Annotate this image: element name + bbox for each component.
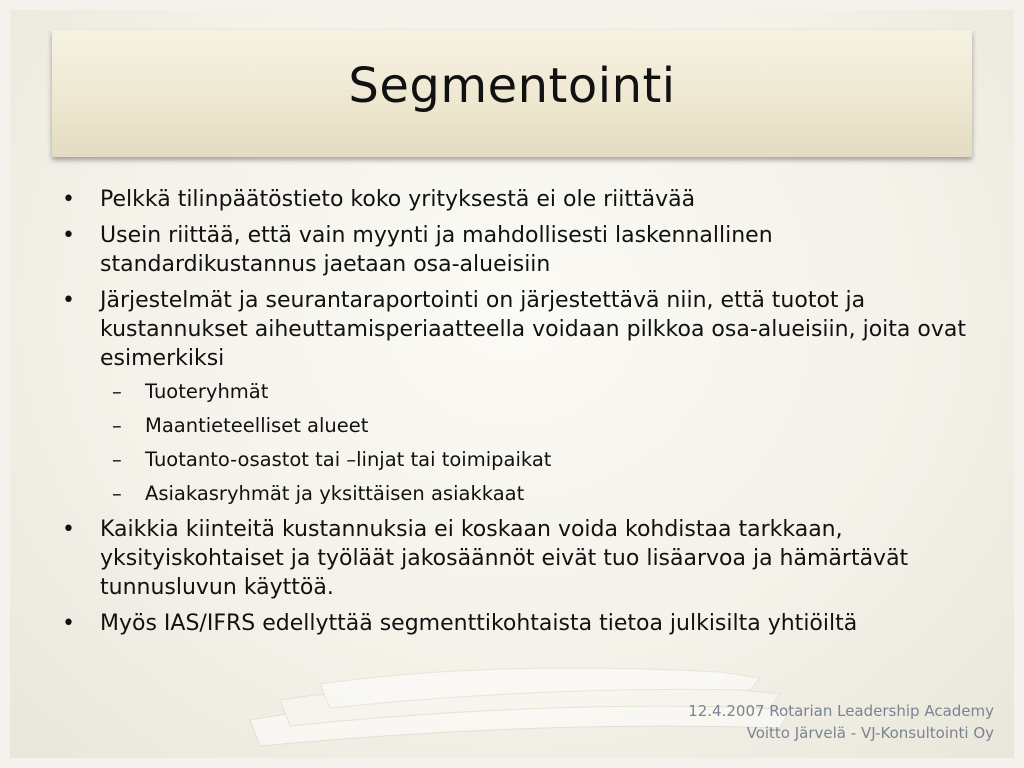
sub-bullet-item xyxy=(100,447,980,473)
sub-bullet-text: Asiakasryhmät ja yksittäisen asiakkaat xyxy=(145,482,525,505)
bullet-item xyxy=(60,286,980,507)
dash-icon: – xyxy=(112,414,122,437)
dash-icon: – xyxy=(112,482,122,505)
footer-line-author: Voitto Järvelä - VJ-Konsultointi Oy xyxy=(746,724,994,742)
sub-bullet-item xyxy=(100,481,980,507)
title-band xyxy=(52,30,972,157)
sub-bullet-item xyxy=(100,379,980,405)
footer-line-date-event: 12.4.2007 Rotarian Leadership Academy xyxy=(688,702,994,720)
slide-footer xyxy=(688,700,994,744)
bullet-item xyxy=(60,185,980,214)
bullet-icon: • xyxy=(62,611,75,636)
bullet-icon: • xyxy=(62,223,75,248)
bullet-icon: • xyxy=(62,288,75,313)
bullet-item xyxy=(60,609,980,638)
bullet-text: Myös IAS/IFRS edellyttää segmenttikohtaista tietoa julkisilta yhtiöiltä xyxy=(100,611,858,636)
dash-icon: – xyxy=(112,448,122,471)
bullet-text: Usein riittää, että vain myynti ja mahdollisesti laskennallinen standardikustannus jaetaan osa-alueisiin xyxy=(100,223,773,277)
bullet-text: Järjestelmät ja seurantaraportointi on järjestettävä niin, että tuotot ja kustannukset aiheuttamisperiaatteella voidaan pilkkoa osa-alueisiin, joita ovat esimerkiksi xyxy=(100,288,966,371)
bullet-list xyxy=(60,185,980,638)
sub-bullet-text: Tuoteryhmät xyxy=(145,380,269,403)
bullet-icon: • xyxy=(62,187,75,212)
slide-content xyxy=(60,185,980,645)
bullet-item xyxy=(60,221,980,279)
dash-icon: – xyxy=(112,380,122,403)
sub-bullet-item xyxy=(100,413,980,439)
slide xyxy=(10,10,1014,758)
bullet-text: Kaikkia kiinteitä kustannuksia ei koskaan voida kohdistaa tarkkaan, yksityiskohtaiset ja työläät jakosäännöt eivät tuo lisäarvoa ja hämärtävät tunnusluvun käyttöä. xyxy=(100,517,909,600)
sub-bullet-list xyxy=(100,379,980,507)
sub-bullet-text: Tuotanto-osastot tai –linjat tai toimipaikat xyxy=(145,448,552,471)
sub-bullet-text: Maantieteelliset alueet xyxy=(145,414,369,437)
bullet-icon: • xyxy=(62,517,75,542)
bullet-item xyxy=(60,515,980,602)
bullet-text: Pelkkä tilinpäätöstieto koko yrityksestä ei ole riittävää xyxy=(100,187,696,212)
slide-title: Segmentointi xyxy=(348,58,676,114)
